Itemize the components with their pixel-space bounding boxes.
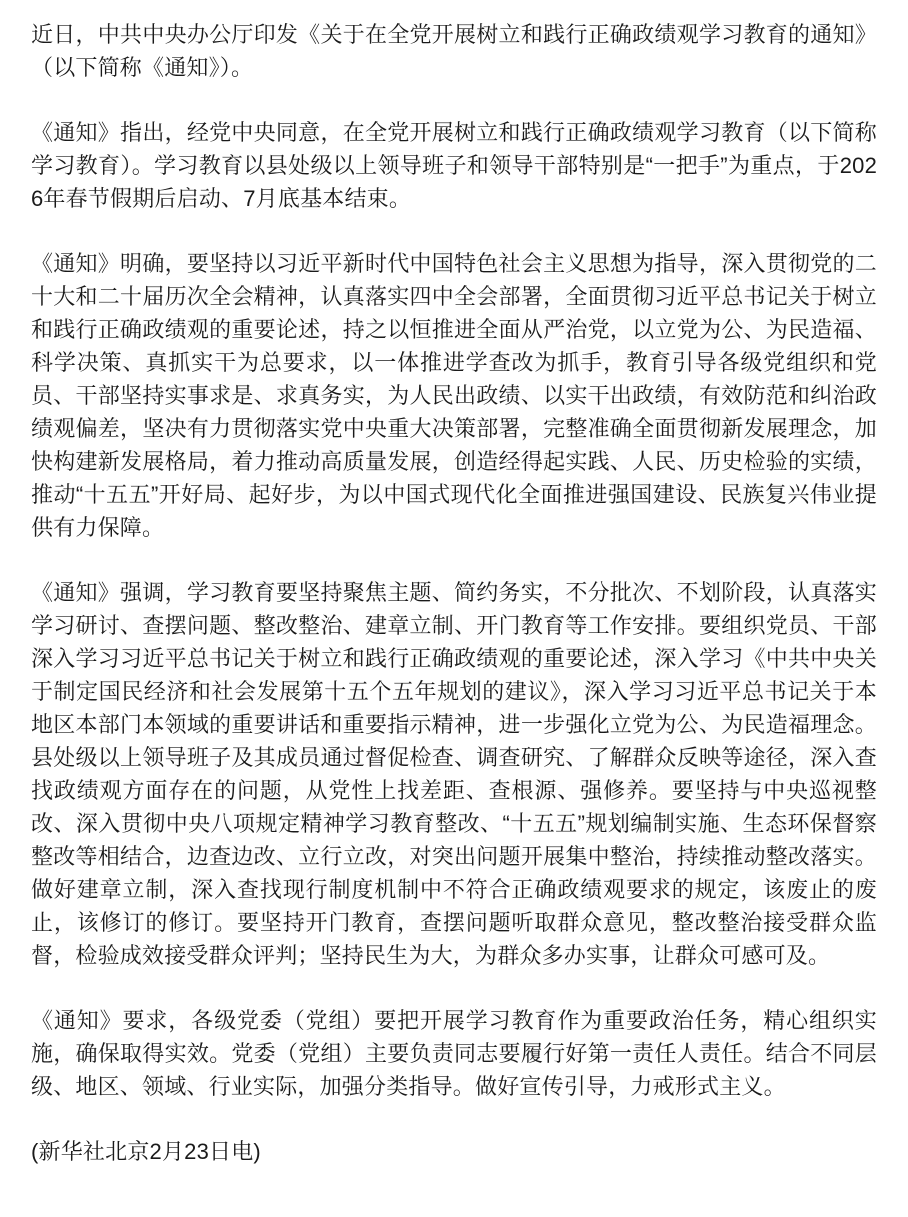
paragraph-intro: 近日，中共中央办公厅印发《关于在全党开展树立和践行正确政绩观学习教育的通知》（以下简称《通知》）。 [31, 22, 877, 80]
paragraph-notice-requires: 《通知》要求，各级党委（党组）要把开展学习教育作为重要政治任务，精心组织实施，确保取得实效。党委（党组）主要负责同志要履行好第一责任人责任。结合不同层级、地区、领域、行业实际，加强分类指导。做好宣传引导，力戒形式主义。 [31, 1008, 877, 1099]
paragraph-source-attribution: (新华社北京2月23日电) [31, 1139, 261, 1164]
paragraph-notice-clarifies: 《通知》明确，要坚持以习近平新时代中国特色社会主义思想为指导，深入贯彻党的二十大和二十届历次全会精神，认真落实四中全会部署，全面贯彻习近平总书记关于树立和践行正确政绩观的重要论述，持之以恒推进全面从严治党，以立党为公、为民造福、科学决策、真抓实干为总要求，以一体推进学查改为抓手，教育引导各级党组织和党员、干部坚持实事求是、求真务实，为人民出政绩、以实干出政绩，有效防范和纠治政绩观偏差，坚决有力贯彻落实党中央重大决策部署，完整准确全面贯彻新发展理念，加快构建新发展格局，着力推动高质量发展，创造经得起实践、人民、历史检验的实绩，推动“十五五”开好局、起好步，为以中国式现代化全面推进强国建设、民族复兴伟业提供有力保障。 [31, 251, 877, 540]
paragraph-notice-emphasizes: 《通知》强调，学习教育要坚持聚焦主题、简约务实，不分批次、不划阶段，认真落实学习研讨、查摆问题、整改整治、建章立制、开门教育等工作安排。要组织党员、干部深入学习习近平总书记关于树立和践行正确政绩观的重要论述，深入学习《中共中央关于制定国民经济和社会发展第十五个五年规划的建议》，深入学习习近平总书记关于本地区本部门本领域的重要讲话和重要指示精神，进一步强化立党为公、为民造福理念。县处级以上领导班子及其成员通过督促检查、调查研究、了解群众反映等途径，深入查找政绩观方面存在的问题，从党性上找差距、查根源、强修养。要坚持与中央巡视整改、深入贯彻中央八项规定精神学习教育整改、“十五五”规划编制实施、生态环保督察整改等相结合，边查边改、立行立改，对突出问题开展集中整治，持续推动整改落实。做好建章立制，深入查找现行制度机制中不符合正确政绩观要求的规定，该废止的废止，该修订的修订。要坚持开门教育，查摆问题听取群众意见，整改整治接受群众监督，检验成效接受群众评判；坚持民生为大，为群众多办实事，让群众可感可及。 [31, 580, 877, 968]
paragraph-notice-points-out: 《通知》指出，经党中央同意，在全党开展树立和践行正确政绩观学习教育（以下简称学习教育）。学习教育以县处级以上领导班子和领导干部特别是“一把手”为重点，于2026年春节假期后启动、7月底基本结束。 [31, 120, 877, 211]
